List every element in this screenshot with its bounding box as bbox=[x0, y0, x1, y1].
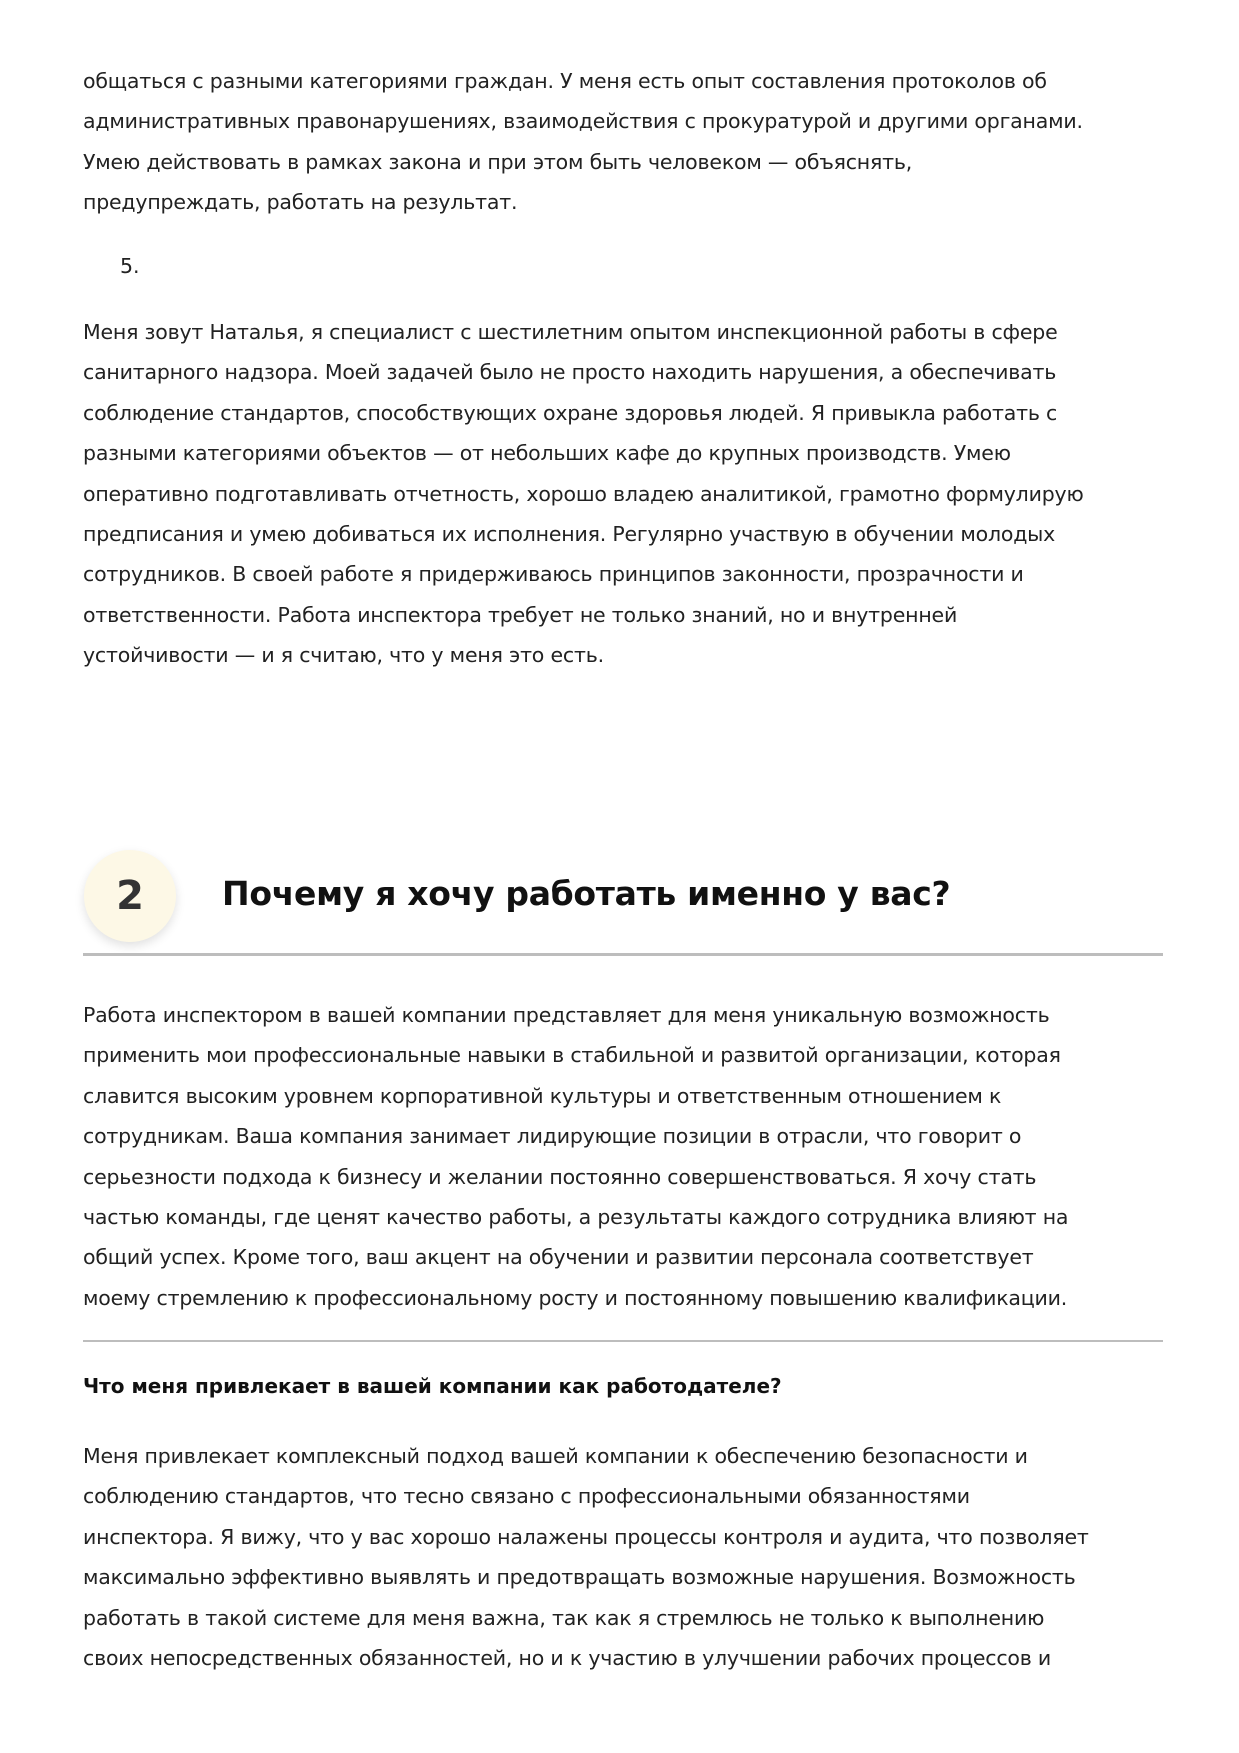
text-line: сотрудникам. Ваша компания занимает лидирующие позиции в отрасли, что говорит о bbox=[83, 1124, 1022, 1149]
intro-paragraph bbox=[83, 61, 1183, 223]
text-line: работать в такой системе для меня важна, так как я стремлюсь не только к выполнению bbox=[83, 1605, 1045, 1630]
section-heading: Почему я хочу работать именно у вас? bbox=[222, 874, 951, 913]
text-line: административных правонарушениях, взаимодействия с прокуратурой и другими органами. bbox=[83, 109, 1083, 134]
text-line: Умею действовать в рамках закона и при этом быть человеком — объяснять, bbox=[83, 149, 913, 174]
text-line: применить мои профессиональные навыки в стабильной и развитой организации, которая bbox=[83, 1043, 1061, 1068]
text-line: максимально эффективно выявлять и предотвращать возможные нарушения. Возможность bbox=[83, 1565, 1076, 1590]
attraction-paragraph bbox=[83, 1436, 1183, 1678]
text-line: общаться с разными категориями граждан. У меня есть опыт составления протоколов об bbox=[83, 69, 1047, 93]
list-number: 5. bbox=[120, 254, 140, 278]
text-line: славится высоким уровнем корпоративной культуры и ответственным отношением к bbox=[83, 1083, 1002, 1108]
text-line: Меня привлекает комплексный подход вашей компании к обеспечению безопасности и bbox=[83, 1444, 1028, 1468]
text-line: разными категориями объектов — от небольших кафе до крупных производств. Умею bbox=[83, 441, 1011, 466]
text-line: ответственности. Работа инспектора требует не только знаний, но и внутренней bbox=[83, 602, 958, 627]
text-line: соблюдению стандартов, что тесно связано с профессиональными обязанностями bbox=[83, 1484, 970, 1509]
text-line: серьезности подхода к бизнесу и желании постоянно совершенствоваться. Я хочу стать bbox=[83, 1164, 1037, 1189]
subsection-divider bbox=[83, 1340, 1163, 1342]
text-line: предписания и умею добиваться их исполнения. Регулярно участвую в обучении молодых bbox=[83, 522, 1056, 547]
text-line: соблюдение стандартов, способствующих охране здоровья людей. Я привыкла работать с bbox=[83, 400, 1058, 425]
text-line: Меня зовут Наталья, я специалист с шестилетним опытом инспекционной работы в сфере bbox=[83, 320, 1058, 344]
example-5-paragraph bbox=[83, 312, 1183, 676]
text-line: сотрудников. В своей работе я придерживаюсь принципов законности, прозрачности и bbox=[83, 562, 1024, 587]
subheading: Что меня привлекает в вашей компании как работодателе? bbox=[83, 1374, 782, 1398]
text-line: предупреждать, работать на результат. bbox=[83, 190, 518, 215]
text-line: санитарного надзора. Моей задачей было не просто находить нарушения, а обеспечивать bbox=[83, 360, 1057, 385]
section-divider bbox=[83, 953, 1163, 956]
text-line: своих непосредственных обязанностей, но и к участию в улучшении рабочих процессов и bbox=[83, 1646, 1052, 1671]
text-line: общий успех. Кроме того, ваш акцент на обучении и развитии персонала соответствует bbox=[83, 1245, 1034, 1270]
text-line: устойчивости — и я считаю, что у меня это есть. bbox=[83, 643, 604, 668]
text-line: частью команды, где ценят качество работы, а результаты каждого сотрудника влияют на bbox=[83, 1205, 1069, 1230]
text-line: оперативно подготавливать отчетность, хорошо владею аналитикой, грамотно формулирую bbox=[83, 481, 1084, 506]
section-number-badge: 2 bbox=[84, 850, 176, 942]
text-line: моему стремлению к профессиональному росту и постоянному повышению квалификации. bbox=[83, 1285, 1068, 1310]
text-line: инспектора. Я вижу, что у вас хорошо налажены процессы контроля и аудита, что позволяет bbox=[83, 1524, 1089, 1549]
why-paragraph bbox=[83, 995, 1183, 1318]
text-line: Работа инспектором в вашей компании представляет для меня уникальную возможность bbox=[83, 1003, 1050, 1027]
